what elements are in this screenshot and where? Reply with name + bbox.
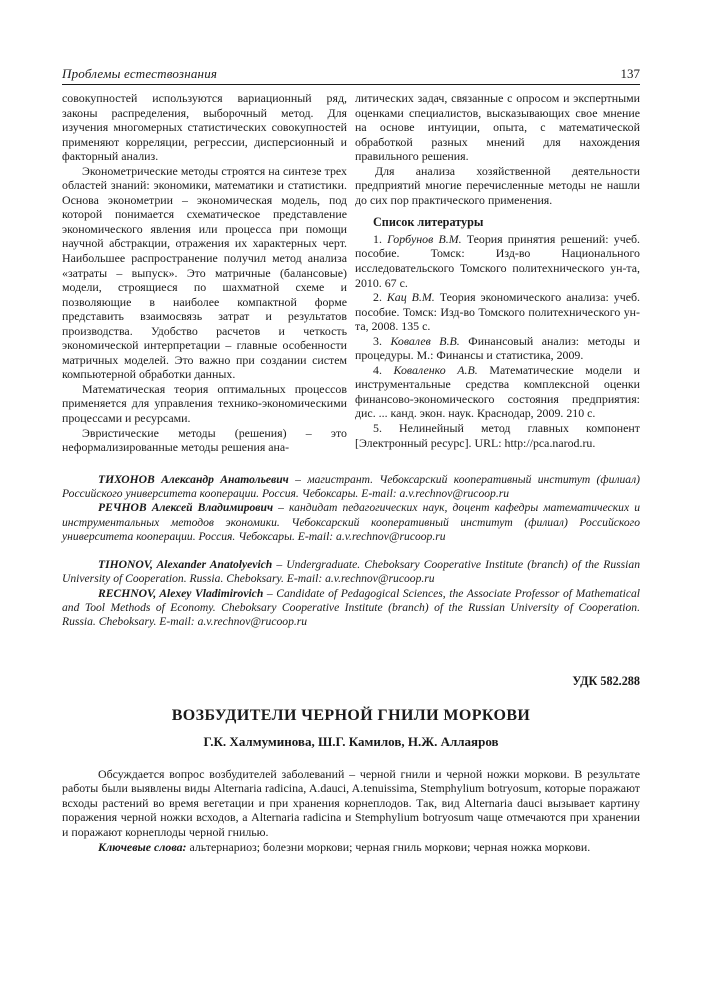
reference-item xyxy=(355,232,640,290)
paragraph: Для анализа хозяйственной деятельности предприятий многие перечисленные методы не нашли до сих пор практического применения. xyxy=(355,163,640,207)
running-header xyxy=(62,66,640,85)
reference-number: 3. xyxy=(373,333,382,348)
reference-number: 1. xyxy=(373,231,382,246)
page-number: 137 xyxy=(620,66,640,81)
reference-author: Ковалев В.В. xyxy=(390,333,460,348)
reference-text: Математические модели и инструментальные средства комплексной оценки финансово-экономического состояния предприятия: дис. ... канд. экон. наук. Краснодар, 2009. 210 с. xyxy=(355,362,640,421)
keywords xyxy=(62,840,640,855)
reference-author: Коваленко А.В. xyxy=(393,362,478,377)
reference-item xyxy=(355,421,640,450)
reference-number: 2. xyxy=(373,290,382,305)
reference-item xyxy=(355,334,640,363)
reference-text: Теория принятия решений: учеб. пособие. Томск: Изд-во Национального исследовательского Томского политехнического ун-та, 2010. 67 с. xyxy=(355,231,641,290)
author-name: RECHNOV, Alexey Vladimirovich xyxy=(98,586,264,600)
abstract-text: Обсуждается вопрос возбудителей заболеваний – черной гнили и черной ножки моркови. В результате работы были выявлены виды Alternaria radicina, A.dauci, A.tenuissima, Stemphylium botryosum, которые поражают всходы растений во время вегетации и при хранения корнеплодов. Так, вид Alternaria dauci вызывает картину поражения черной ножки всходов, а Alternaria radicina и Stemphylium botryosum чаще отмечаются при хранении и поражают корнеплоды черной гнилью. xyxy=(62,766,640,840)
keywords-label: Ключевые слова: xyxy=(98,839,187,854)
reference-author: Горбунов В.М. xyxy=(387,231,462,246)
author-info-ru xyxy=(62,473,640,544)
author-entry xyxy=(62,473,640,502)
paragraph: Математическая теория оптимальных процессов применяется для управления технико-экономическими процессами и ресурсами. xyxy=(62,381,347,426)
reference-number: 5. xyxy=(373,421,382,436)
two-column-body xyxy=(62,91,640,455)
reference-text: Нелинейный метод главных компонент [Электронный ресурс]. URL: http://pca.narod.ru. xyxy=(355,421,640,450)
reference-text: Теория экономического анализа: учеб. пособие. Томск: Изд-во Томского политехнического ун-та, 2008. 135 с. xyxy=(355,290,640,334)
right-column xyxy=(355,91,640,455)
paragraph: литических задач, связанные с опросом и экспертными оценками специалистов, высказывающих свое мнение на основе интуиции, опыта, с математической обработкой разных мнений для нахождения правильного решения. xyxy=(355,91,640,164)
author-details: – магистрант. Чебоксарский кооперативный институт (филиал) Российского университета кооперации. Россия. Чебоксары. E-mail: a.v.rechnov@rucoop.ru xyxy=(62,472,641,500)
reference-text: Финансовый анализ: методы и процедуры. М.: Финансы и статистика, 2009. xyxy=(355,333,640,363)
keywords-text: альтернариоз; болезни моркови; черная гниль моркови; черная ножка моркови. xyxy=(186,839,591,854)
left-column xyxy=(62,91,347,455)
article-abstract xyxy=(62,767,640,855)
author-info-en xyxy=(62,558,640,629)
reference-item xyxy=(355,290,640,334)
reference-item xyxy=(355,363,640,421)
author-details: – кандидат педагогических наук, доцент кафедры математических и инструментальных методов экономики. Чебоксарский кооперативный институт (филиал) Российского университета кооперации. Россия. Чебоксары. E-mail: a.v.rechnov@rucoop.ru xyxy=(62,501,640,543)
author-name: TIHONOV, Alexander Anatolyevich xyxy=(98,558,273,572)
author-name: РЕЧНОВ Алексей Владимирович xyxy=(98,501,274,515)
paragraph: совокупностей используются вариационный ряд, законы распределения, выборочный метод. Для изучения многомерных статистических совокупностей применяют корреляции, регрессии, дисперсионный и факторный анализ. xyxy=(62,91,347,164)
author-entry xyxy=(62,558,640,587)
article-authors: Г.К. Халмуминова, Ш.Г. Камилов, Н.Ж. Аллаяров xyxy=(203,733,499,749)
references-heading: Список литературы xyxy=(373,215,484,230)
author-entry xyxy=(62,587,640,630)
reference-number: 4. xyxy=(373,362,382,377)
author-details: – Undergraduate. Cheboksary Cooperative Institute (branch) of the Russian University of Cooperation. Russia. Cheboksary. E-mail: a.v.rechnov@rucoop.ru xyxy=(62,558,640,586)
journal-title: Проблемы естествознания xyxy=(62,66,218,81)
reference-author: Кац В.М. xyxy=(386,290,435,305)
author-entry xyxy=(62,501,640,544)
article-title: ВОЗБУДИТЕЛИ ЧЕРНОЙ ГНИЛИ МОРКОВИ xyxy=(171,706,531,724)
udk-code: УДК 582.288 xyxy=(572,673,640,688)
author-name: ТИХОНОВ Александр Анатольевич xyxy=(98,472,289,486)
paragraph: Эвристические методы (решения) – это неформализированные методы решения ана- xyxy=(62,425,347,455)
journal-page xyxy=(62,66,640,854)
paragraph: Эконометрические методы строятся на синтезе трех областей знаний: экономики, математики и статистики. Основа эконометрии – экономическая модель, под которой понимается схематическое представление экономического явления или процесса при помощи научной абстракции, отражения их характерных черт. Наибольшее распространение получил метод анализа «затраты – выпуск». Это матричные (балансовые) модели, строящиеся по шахматной схеме и позволяющие в наиболее компактной форме представить взаимосвязь затрат и результатов производства. Удобство расчетов и четкость экономической интерпретации – главные особенности матричных моделей. Это важно при создании систем компьютерной обработки данных. xyxy=(62,163,347,382)
author-details: – Candidate of Pedagogical Sciences, the Associate Professor of Mathematical and Tool Methods of Economy. Cheboksary Cooperative Institute (branch) of the Russian University of Cooperation. Russia. Cheboksary. E-mail: a.v.rechnov@rucoop.ru xyxy=(62,586,640,629)
